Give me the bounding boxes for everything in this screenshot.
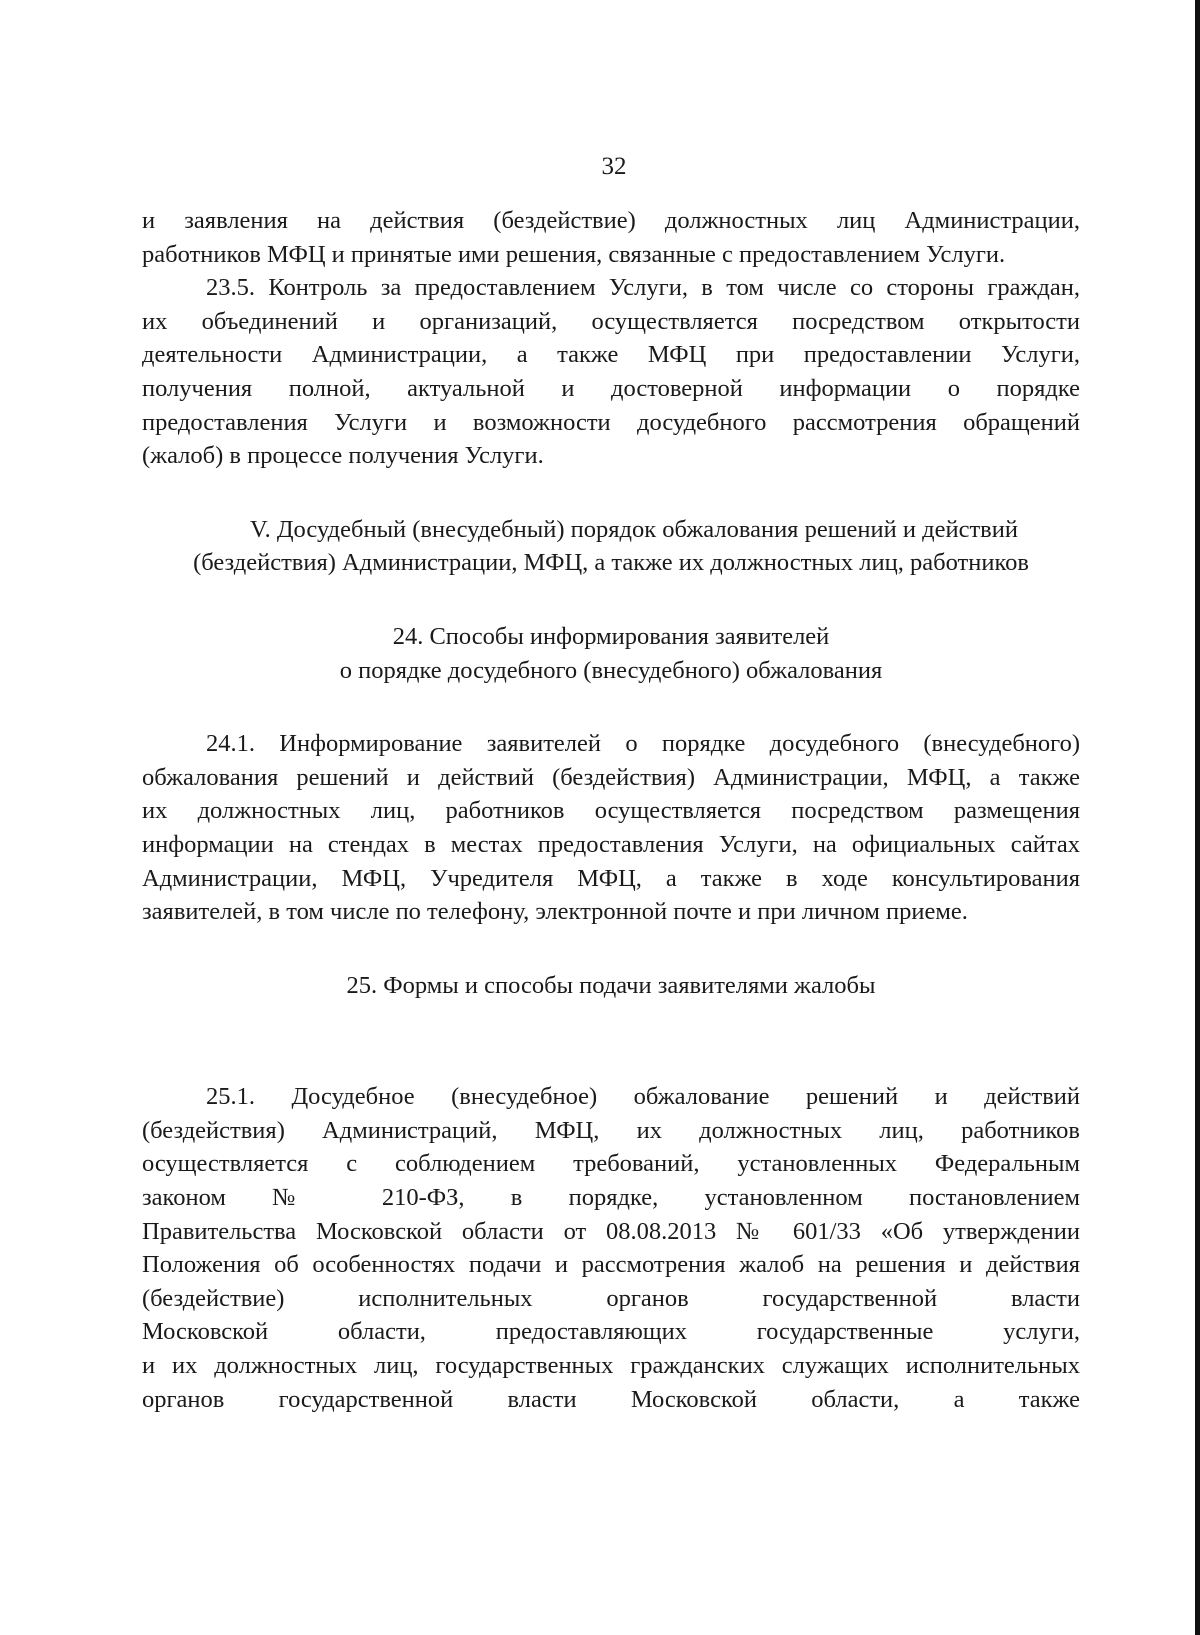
text-line: Положения об особенностях подачи и рассмотрения жалоб на решения и действия bbox=[142, 1251, 1080, 1279]
spacer bbox=[142, 687, 1080, 727]
text-line: и заявления на действия (бездействие) должностных лиц Администрации, bbox=[142, 207, 1080, 234]
text-line: осуществляется с соблюдением требований, установленных Федеральным bbox=[142, 1150, 1080, 1178]
spacer bbox=[142, 580, 1080, 620]
section-v-heading bbox=[142, 513, 1080, 580]
scan-edge bbox=[1195, 0, 1200, 1635]
text-line: получения полной, актуальной и достоверной информации о порядке bbox=[142, 374, 1080, 402]
spacer bbox=[142, 473, 1080, 513]
heading-line: 24. Способы информирования заявителей bbox=[392, 622, 830, 650]
paragraph-25-1 bbox=[142, 1080, 1080, 1416]
text-line: органов государственной власти Московской области, а также bbox=[142, 1385, 1080, 1413]
text-line: обжалования решений и действий (бездействия) Администрации, МФЦ, а также bbox=[142, 763, 1080, 791]
text-line: законом № 210-ФЗ, в порядке, установленном постановлением bbox=[142, 1184, 1080, 1212]
text-line: 24.1. Информирование заявителей о порядке досудебного (внесудебного) bbox=[206, 730, 1080, 758]
document-body bbox=[142, 204, 1080, 1416]
heading-25 bbox=[142, 969, 1080, 1003]
text-line: их должностных лиц, работников осуществляется посредством размещения bbox=[142, 797, 1080, 825]
page-number: 32 bbox=[601, 153, 627, 180]
text-line: предоставления Услуги и возможности досудебного рассмотрения обращений bbox=[142, 408, 1080, 436]
spacer bbox=[142, 1002, 1080, 1080]
spacer bbox=[142, 929, 1080, 969]
text-line: 25.1. Досудебное (внесудебное) обжалование решений и действий bbox=[206, 1083, 1080, 1111]
heading-line: 25. Формы и способы подачи заявителями жалобы bbox=[346, 971, 876, 999]
text-line: и их должностных лиц, государственных гражданских служащих исполнительных bbox=[142, 1352, 1080, 1380]
text-line: (жалоб) в процессе получения Услуги. bbox=[142, 442, 544, 470]
heading-line: (бездействия) Администрации, МФЦ, а также их должностных лиц, работников bbox=[193, 549, 1029, 577]
text-line: 23.5. Контроль за предоставлением Услуги, в том числе со стороны граждан, bbox=[206, 274, 1080, 302]
paragraph-continuation bbox=[142, 204, 1080, 271]
text-line: (бездействие) исполнительных органов государственной власти bbox=[142, 1284, 1080, 1312]
text-line: деятельности Администрации, а также МФЦ при предоставлении Услуги, bbox=[142, 341, 1080, 369]
heading-line: V. Досудебный (внесудебный) порядок обжалования решений и действий bbox=[250, 515, 1018, 543]
text-line: Администрации, МФЦ, Учредителя МФЦ, а также в ходе консультирования bbox=[142, 864, 1080, 892]
text-line: Московской области, предоставляющих государственные услуги, bbox=[142, 1318, 1080, 1346]
paragraph-24-1 bbox=[142, 727, 1080, 929]
heading-line: о порядке досудебного (внесудебного) обжалования bbox=[339, 656, 883, 684]
text-line: заявителей, в том числе по телефону, электронной почте и при личном приеме. bbox=[142, 898, 968, 926]
text-line: их объединений и организаций, осуществляется посредством открытости bbox=[142, 307, 1080, 335]
paragraph-23-5 bbox=[142, 271, 1080, 473]
heading-24 bbox=[142, 620, 1080, 687]
text-line: информации на стендах в местах предоставления Услуги, на официальных сайтах bbox=[142, 830, 1080, 858]
text-line: работников МФЦ и принятые ими решения, связанные с предоставлением Услуги. bbox=[142, 240, 1006, 268]
text-line: Правительства Московской области от 08.08.2013 № 601/33 «Об утверждении bbox=[142, 1217, 1080, 1245]
text-line: (бездействия) Администраций, МФЦ, их должностных лиц, работников bbox=[142, 1116, 1080, 1144]
